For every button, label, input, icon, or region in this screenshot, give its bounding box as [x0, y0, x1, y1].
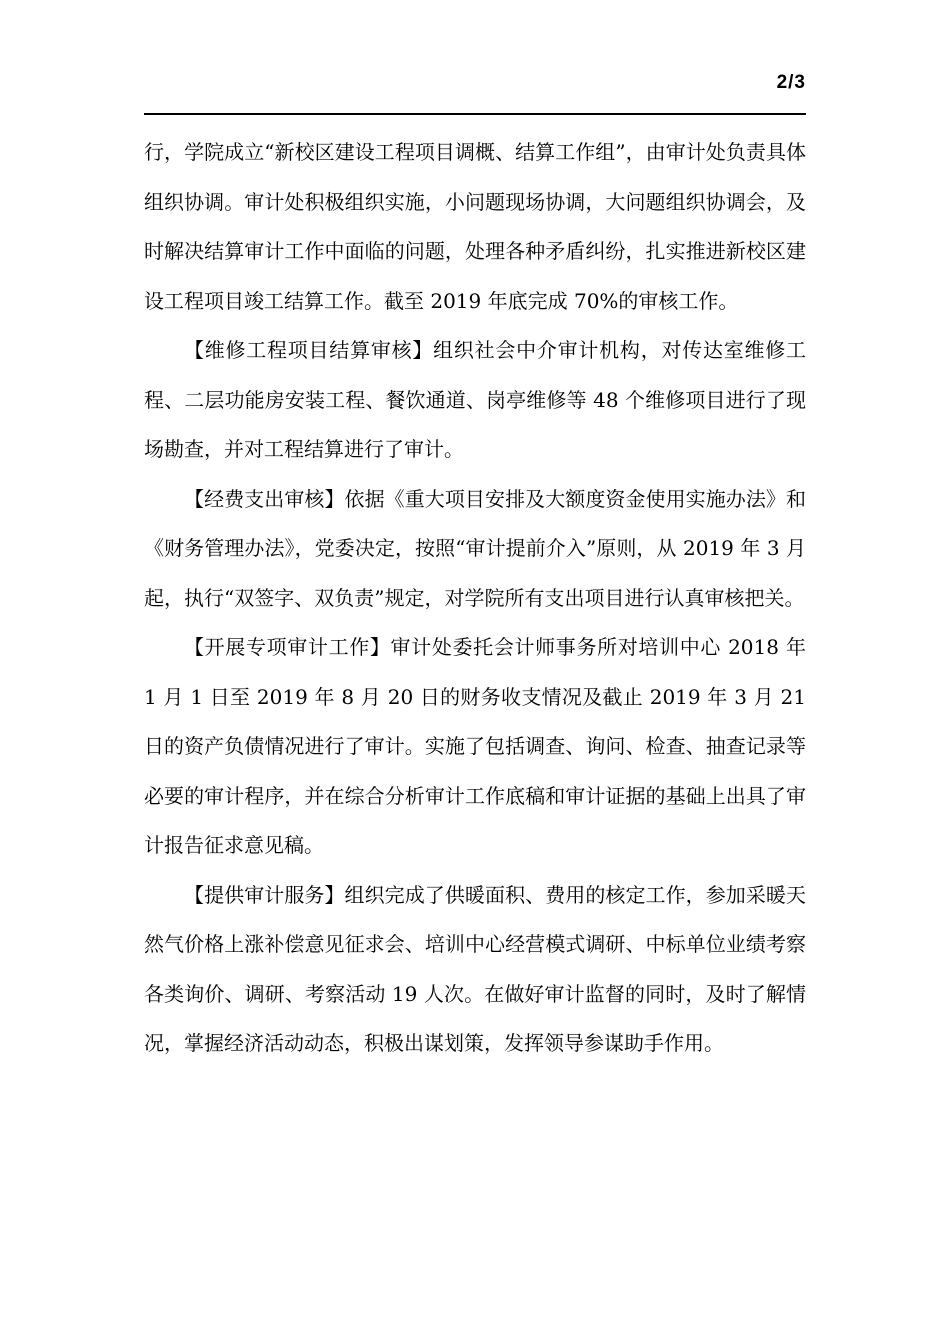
page-number: 2/3	[776, 72, 806, 93]
paragraph-special-audit: 【开展专项审计工作】审计处委托会计师事务所对培训中心 2018 年 1 月 1 日至 2019 年 8 月 20 日的财务收支情况及截止 2019 年 3 月 21 日的资产负债情况进行了审计。实施了包括调查、询问、检查、抽查记录等必要的审计程序，并在综合分析审计工作底稿和审计证据的基础上出具了审计报告征求意见稿。	[144, 635, 806, 857]
paragraph-maintenance-audit: 【维修工程项目结算审核】组织社会中介审计机构，对传达室维修工程、二层功能房安装工程、餐饮通道、岗亭维修等 48 个维修项目进行了现场勘查，并对工程结算进行了审计。	[144, 338, 806, 461]
paragraph-expenditure-audit: 【经费支出审核】依据《重大项目安排及大额度资金使用实施办法》和《财务管理办法》，党委决定，按照“审计提前介入”原则，从 2019 年 3 月起，执行“双签字、双负责”规定，对学院所有支出项目进行认真审核把关。	[144, 486, 806, 610]
document-body	[144, 128, 806, 1069]
paragraph-audit-services: 【提供审计服务】组织完成了供暖面积、费用的核定工作，参加采暖天然气价格上涨补偿意见征求会、培训中心经营模式调研、中标单位业绩考察各类询价、调研、考察活动 19 人次。在做好审计监督的同时，及时了解情况，掌握经济活动动态，积极出谋划策，发挥领导参谋助手作用。	[144, 882, 806, 1055]
paragraph-continuation: 行，学院成立“新校区建设工程项目调概、结算工作组”，由审计处负责具体组织协调。审计处积极组织实施，小问题现场协调，大问题组织协调会，及时解决结算审计工作中面临的问题，处理各种矛盾纠纷，扎实推进新校区建设工程项目竣工结算工作。截至 2019 年底完成 70%的审核工作。	[144, 140, 806, 313]
header-divider	[144, 113, 806, 115]
